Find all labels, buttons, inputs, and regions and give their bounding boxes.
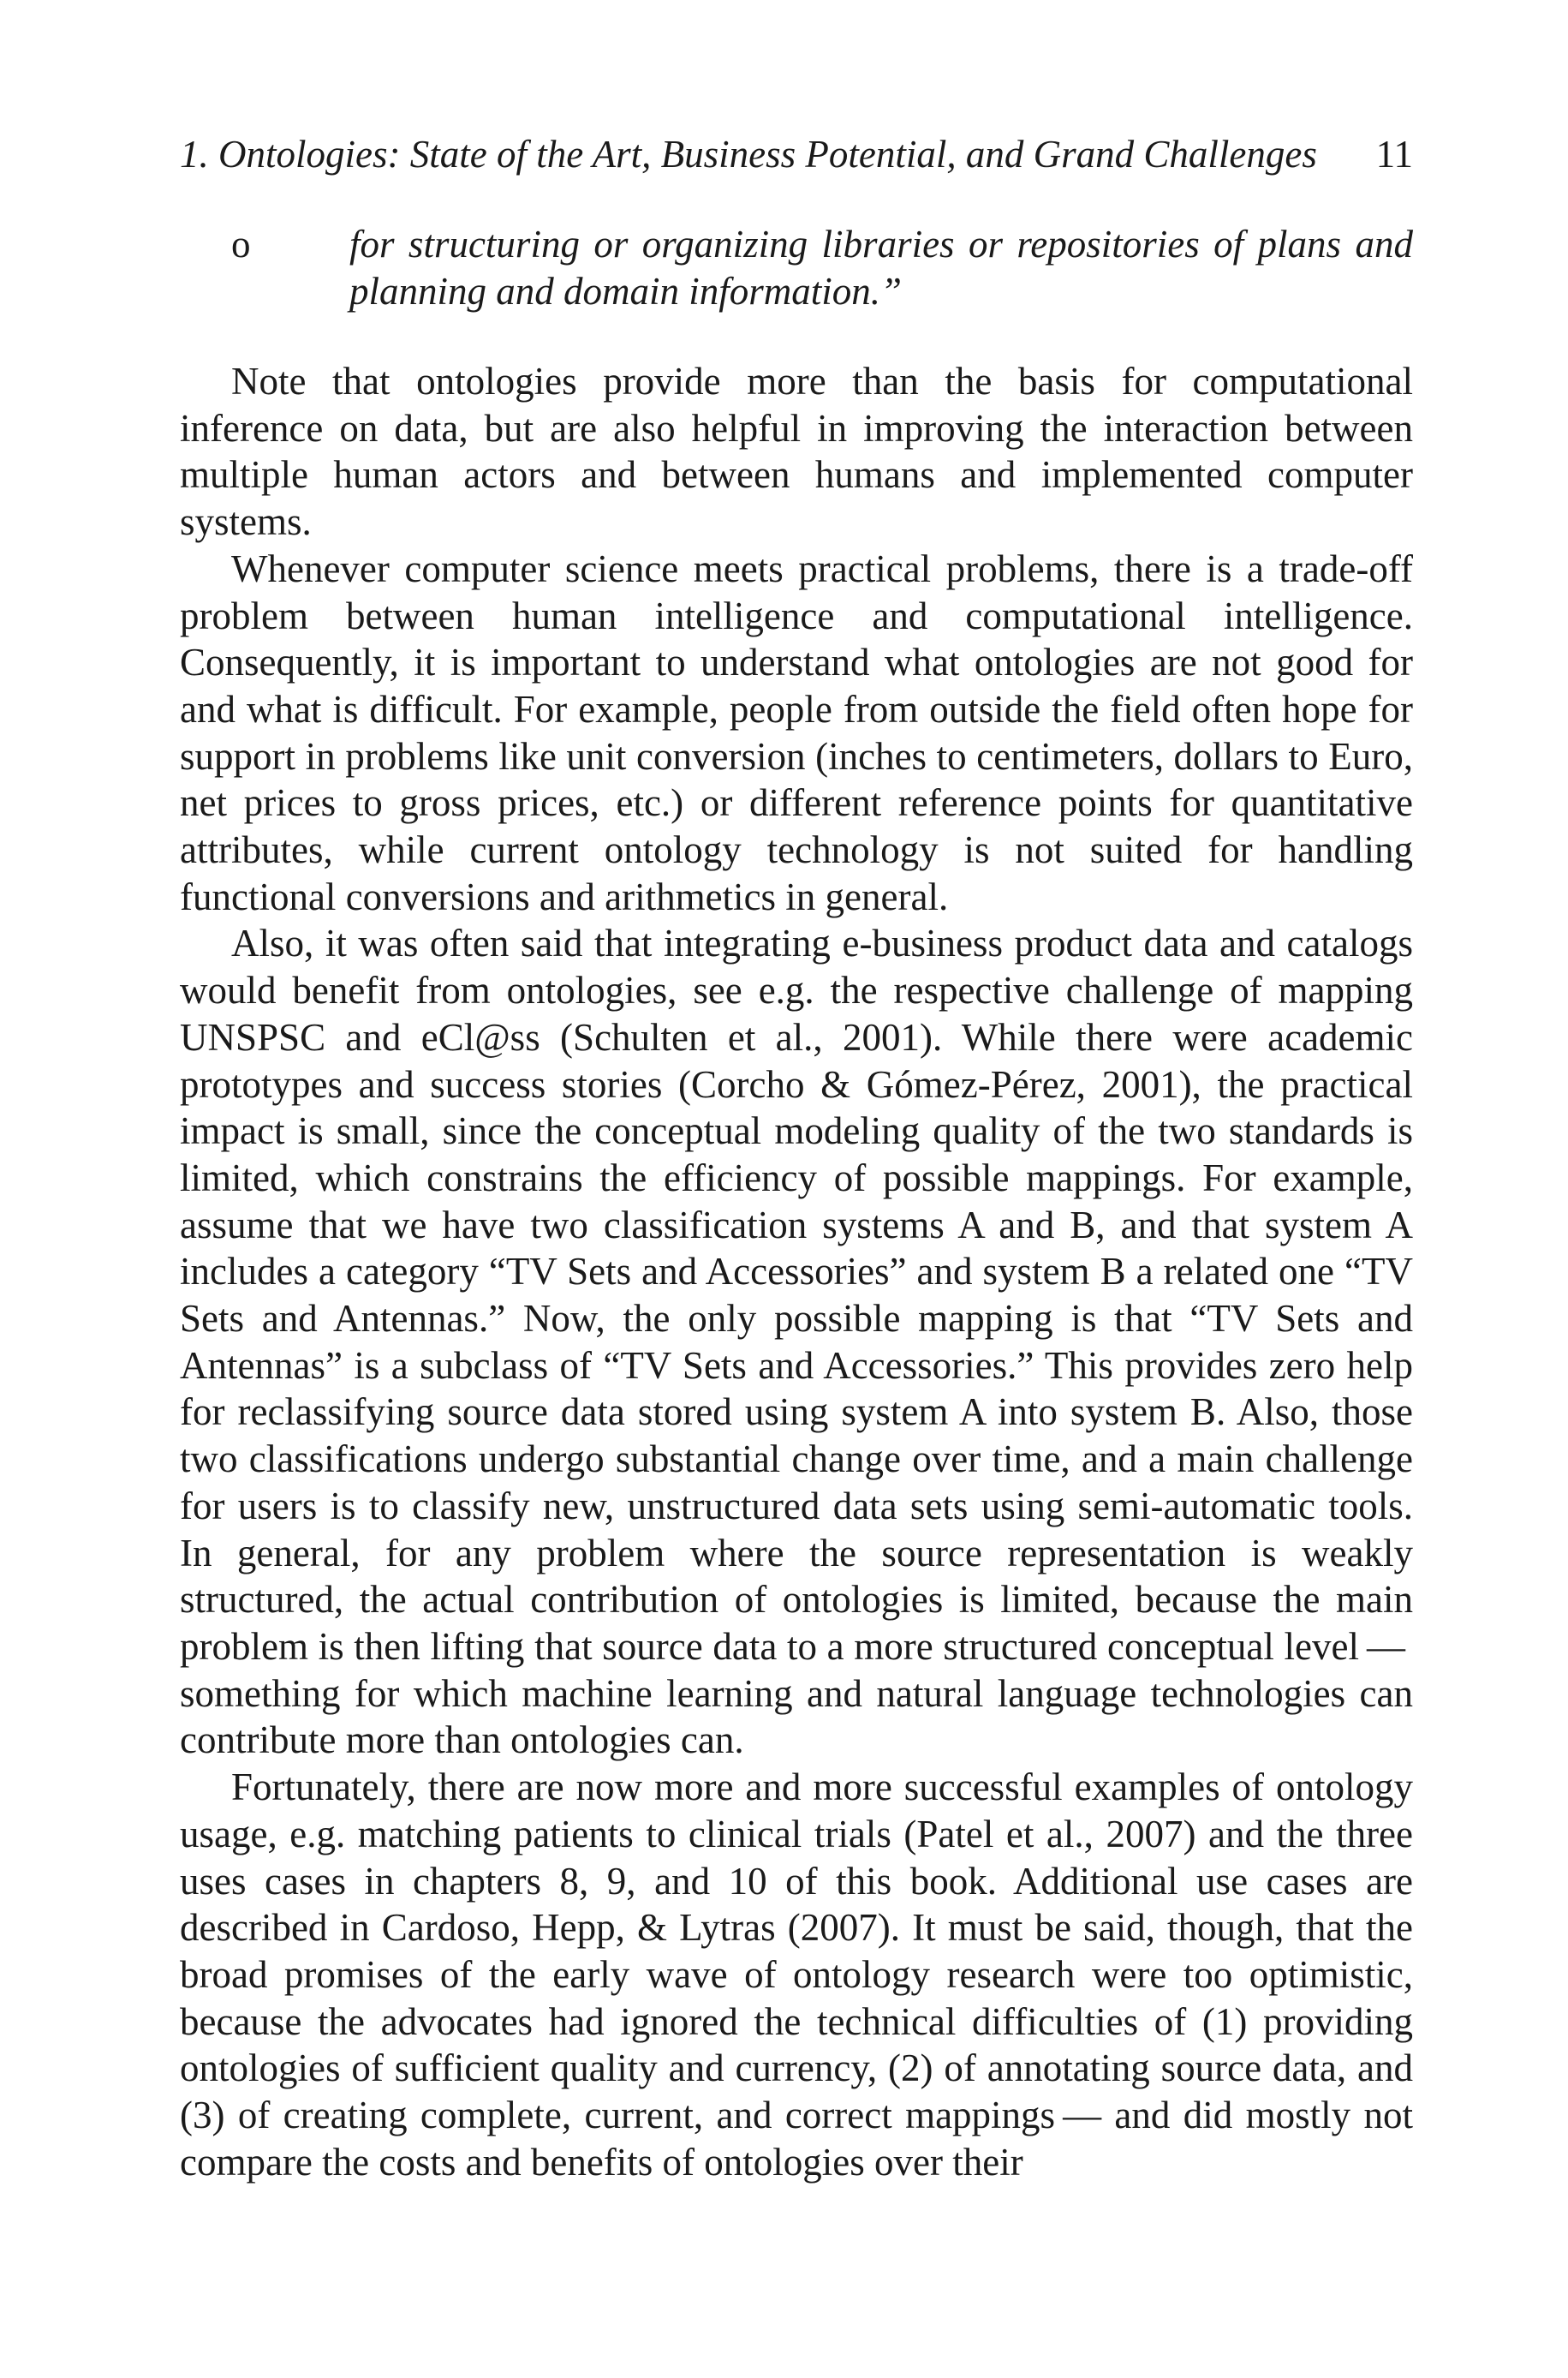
bullet-marker: o: [231, 223, 251, 266]
paragraph-successful-examples: Fortunately, there are now more and more successful examples of ontology usage, e.g. matching patients to clinical trials (Patel et al., 2007) and the three uses cases in chapters 8, 9, and 10 of this book. Additional use cases are described in Cardoso, Hepp, & Lytras (2007). It must be said, though, that the broad promises of the early wave of ontology research were too optimistic, because the advocates had ignored the technical difficulties of (1) providing ontologies of sufficient quality and currency, (2) of annotating source data, and (3) of creating complete, current, and correct mappings — and did mostly not compare the costs and benefits of ontologies over their: [180, 1766, 1413, 2184]
bullet-text: for structuring or organizing libraries or repositories of plans and planning and domain information.”: [349, 223, 1413, 313]
paragraph-ontologies-interaction: Note that ontologies provide more than the basis for computational inference on data, but are also helpful in improving the interaction between multiple human actors and between humans and implemented computer systems.: [180, 360, 1413, 544]
running-head-title: 1. Ontologies: State of the Art, Business Potential, and Grand Challenges: [180, 133, 1317, 176]
paragraph-trade-off: Whenever computer science meets practical problems, there is a trade-off problem between human intelligence and computational intelligence. Consequently, it is important to understand what ontologies are not good for and what is difficult. For example, people from outside the field often hope for support in problems like unit conversion (inches to centimeters, dollars to Euro, net prices to gross prices, etc.) or different reference points for quantitative attributes, while current ontology technology is not suited for handling functional conversions and arithmetics in general.: [180, 547, 1413, 918]
running-head: [180, 128, 1413, 180]
paragraph-e-business-catalogs: Also, it was often said that integrating e-business product data and catalogs would benefit from ontologies, see e.g. the respective challenge of mapping UNSPSC and eCl@ss (Schulten et al., 2001). While there were academic prototypes and success stories (Corcho & Gómez-Pérez, 2001), the practical impact is small, since the conceptual modeling quality of the two standards is limited, which constrains the efficiency of possible mappings. For example, assume that we have two classification systems A and B, and that system A includes a category “TV Sets and Accessories” and system B a related one “TV Sets and Antennas.” Now, the only possible mapping is that “TV Sets and Antennas” is a subclass of “TV Sets and Accessories.” This provides zero help for reclassifying source data stored using system A into system B. Also, those two classifications undergo substantial change over time, and a main challenge for users is to classify new, unstructured data sets using semi-automatic tools. In general, for any problem where the source representation is weakly structured, the actual contribution of ontologies is limited, because the main problem is then lifting that source data to a more structured conceptual level — something for which machine learning and natural language technologies can contribute more than ontologies can.: [180, 922, 1413, 1762]
page-number: 11: [1375, 133, 1413, 176]
body-text: [180, 358, 1413, 2185]
